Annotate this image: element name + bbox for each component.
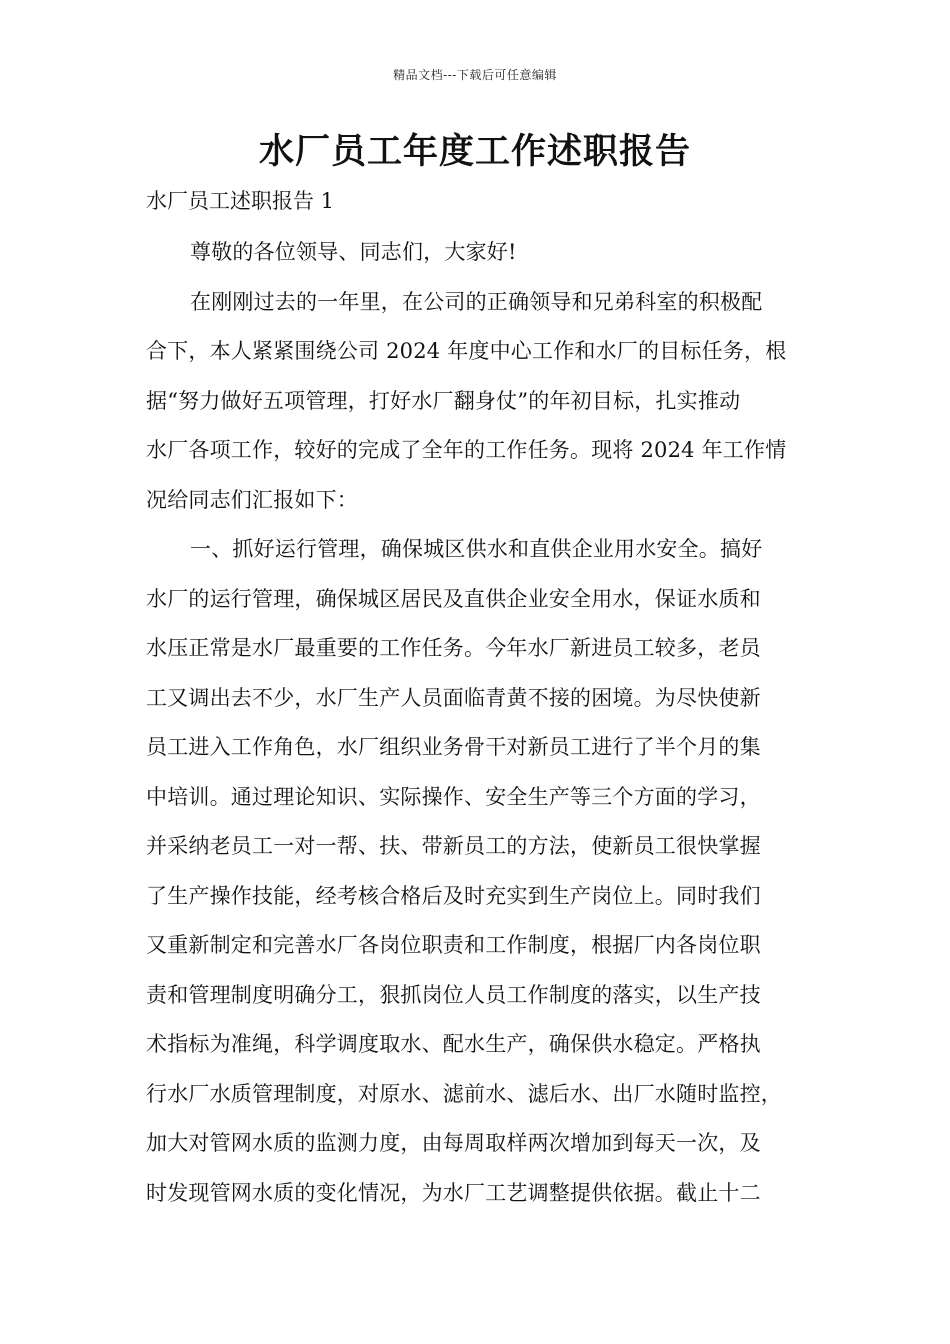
header-note: 精品文档---下载后可任意编辑 <box>393 68 557 82</box>
body-line: 又重新制定和完善水厂各岗位职责和工作制度，根据厂内各岗位职 <box>146 933 761 957</box>
body-line-greeting: 尊敬的各位领导、同志们，大家好! <box>190 240 517 264</box>
body-line: 员工进入工作角色，水厂组织业务骨干对新员工进行了半个月的集 <box>146 735 761 759</box>
body-line: 行水厂水质管理制度，对原水、滤前水、滤后水、出厂水随时监控， <box>146 1081 782 1106</box>
body-line: 水压正常是水厂最重要的工作任务。今年水厂新进员工较多，老员 <box>146 636 761 660</box>
body-line: 据“努力做好五项管理，打好水厂翻身仗”的年初目标，扎实推动 <box>146 388 741 413</box>
body-line: 在刚刚过去的一年里，在公司的正确领导和兄弟科室的积极配 <box>190 289 763 314</box>
body-line: 一、抓好运行管理，确保城区供水和直供企业用水安全。搞好 <box>190 537 763 561</box>
section-subheading: 水厂员工述职报告 1 <box>146 189 335 213</box>
body-line: 加大对管网水质的监测力度，由每周取样两次增加到每天一次，及 <box>146 1131 761 1155</box>
body-line: 况给同志们汇报如下： <box>146 487 358 512</box>
body-line: 合下，本人紧紧围绕公司 2024 年度中心工作和水厂的目标任务，根 <box>146 339 787 363</box>
body-line: 责和管理制度明确分工，狠抓岗位人员工作制度的落实，以生产技 <box>146 982 761 1007</box>
body-line: 水厂的运行管理，确保城区居民及直供企业安全用水，保证水质和 <box>146 586 761 611</box>
body-line: 水厂各项工作，较好的完成了全年的工作任务。现将 2024 年工作情 <box>146 438 787 462</box>
body-line: 工又调出去不少，水厂生产人员面临青黄不接的困境。为尽快使新 <box>146 685 761 710</box>
body-line: 时发现管网水质的变化情况，为水厂工艺调整提供依据。截止十二 <box>146 1180 761 1205</box>
document-title: 水厂员工年度工作述职报告 <box>258 131 691 172</box>
body-line: 中培训。通过理论知识、实际操作、安全生产等三个方面的学习， <box>146 784 761 809</box>
body-line: 术指标为准绳，科学调度取水、配水生产，确保供水稳定。严格执 <box>146 1032 761 1056</box>
body-line: 并采纳老员工一对一帮、扶、带新员工的方法，使新员工很快掌握 <box>146 834 761 858</box>
body-line: 了生产操作技能，经考核合格后及时充实到生产岗位上。同时我们 <box>146 883 761 908</box>
document-body <box>146 234 826 1224</box>
